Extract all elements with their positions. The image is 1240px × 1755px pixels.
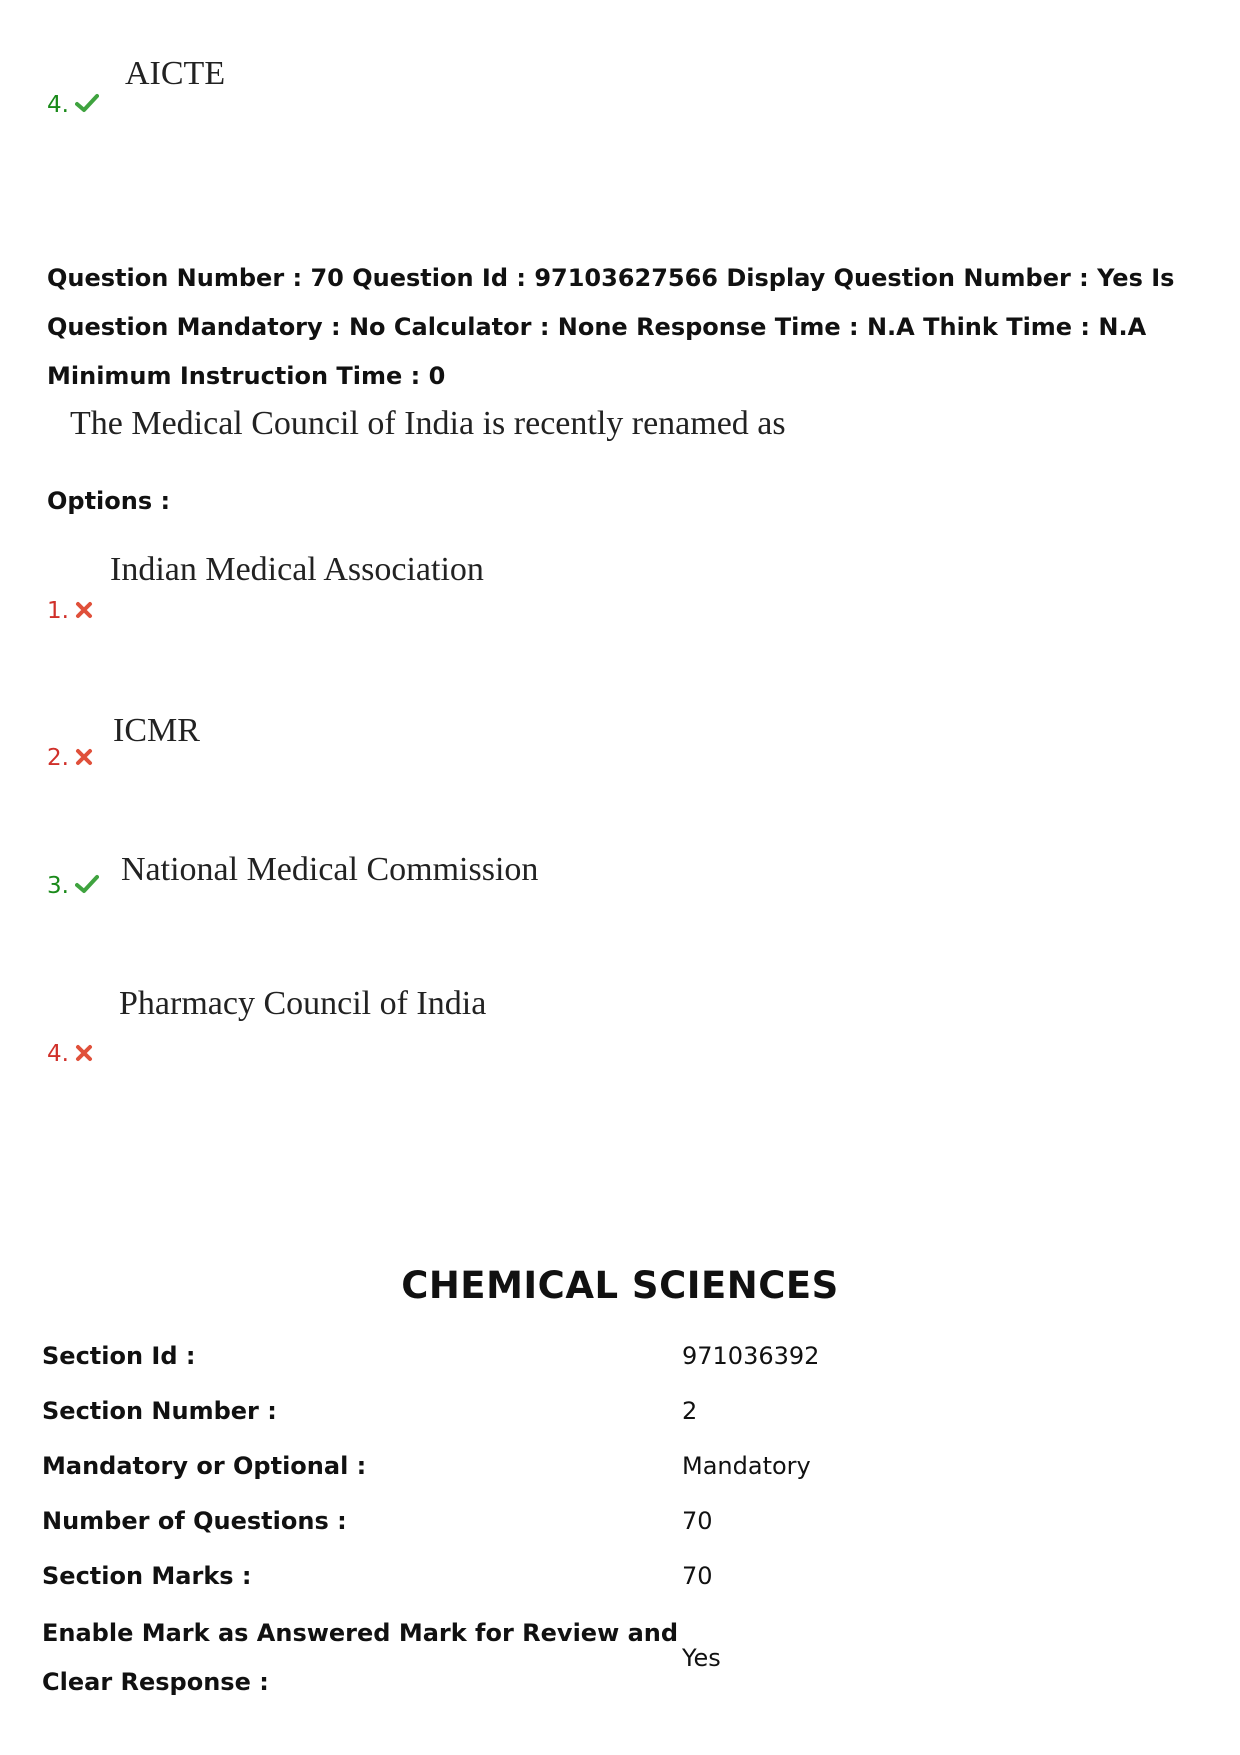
number-of-questions-label: Number of Questions : bbox=[42, 1506, 347, 1535]
cross-icon bbox=[75, 599, 93, 625]
section-marks-label: Section Marks : bbox=[42, 1561, 252, 1590]
enable-mark-value: Yes bbox=[682, 1643, 721, 1672]
question-stem: The Medical Council of India is recently renamed as bbox=[70, 405, 786, 442]
enable-mark-label: Enable Mark as Answered Mark for Review and Clear Response : bbox=[42, 1619, 679, 1696]
option-4-number-row bbox=[47, 1041, 93, 1068]
option-1-text: Indian Medical Association bbox=[110, 551, 484, 588]
check-icon bbox=[75, 93, 99, 119]
mandatory-or-optional-value: Mandatory bbox=[682, 1451, 811, 1480]
options-label: Options : bbox=[47, 487, 171, 515]
section-id-value: 971036392 bbox=[682, 1341, 820, 1370]
option-4-number: 4. bbox=[47, 1041, 69, 1067]
prev-option-4-number-row bbox=[47, 92, 99, 119]
section-info-row bbox=[42, 1493, 819, 1548]
option-1-number: 1. bbox=[47, 598, 69, 624]
section-number-label: Section Number : bbox=[42, 1396, 277, 1425]
cross-icon bbox=[75, 1042, 93, 1068]
section-number-value: 2 bbox=[682, 1396, 698, 1425]
section-info-row bbox=[42, 1383, 819, 1438]
option-2-number: 2. bbox=[47, 745, 69, 771]
option-3-text: National Medical Commission bbox=[121, 851, 539, 888]
option-3-number-row bbox=[47, 873, 99, 900]
mandatory-or-optional-label: Mandatory or Optional : bbox=[42, 1451, 367, 1480]
section-info-row bbox=[42, 1328, 819, 1383]
section-id-label: Section Id : bbox=[42, 1341, 196, 1370]
question-meta: Question Number : 70 Question Id : 97103627566 Display Question Number : Yes Is Question Mandatory : No Calculator : None Response Time : N.A Think Time : N.A Minimum Instruction Time : 0 bbox=[47, 264, 1175, 390]
section-info-table bbox=[42, 1328, 819, 1713]
section-title: CHEMICAL SCIENCES bbox=[401, 1264, 839, 1307]
check-icon bbox=[75, 874, 99, 900]
section-info-row bbox=[42, 1548, 819, 1603]
option-2-number-row bbox=[47, 745, 93, 772]
cross-icon bbox=[75, 746, 93, 772]
option-3-number: 3. bbox=[47, 873, 69, 899]
prev-option-4-text: AICTE bbox=[125, 55, 226, 92]
prev-option-4-number: 4. bbox=[47, 92, 69, 118]
section-info-row bbox=[42, 1438, 819, 1493]
option-1-number-row bbox=[47, 598, 93, 625]
section-info-row bbox=[42, 1603, 819, 1713]
section-marks-value: 70 bbox=[682, 1561, 713, 1590]
number-of-questions-value: 70 bbox=[682, 1506, 713, 1535]
option-2-text: ICMR bbox=[113, 712, 200, 749]
option-4-text: Pharmacy Council of India bbox=[119, 985, 487, 1022]
